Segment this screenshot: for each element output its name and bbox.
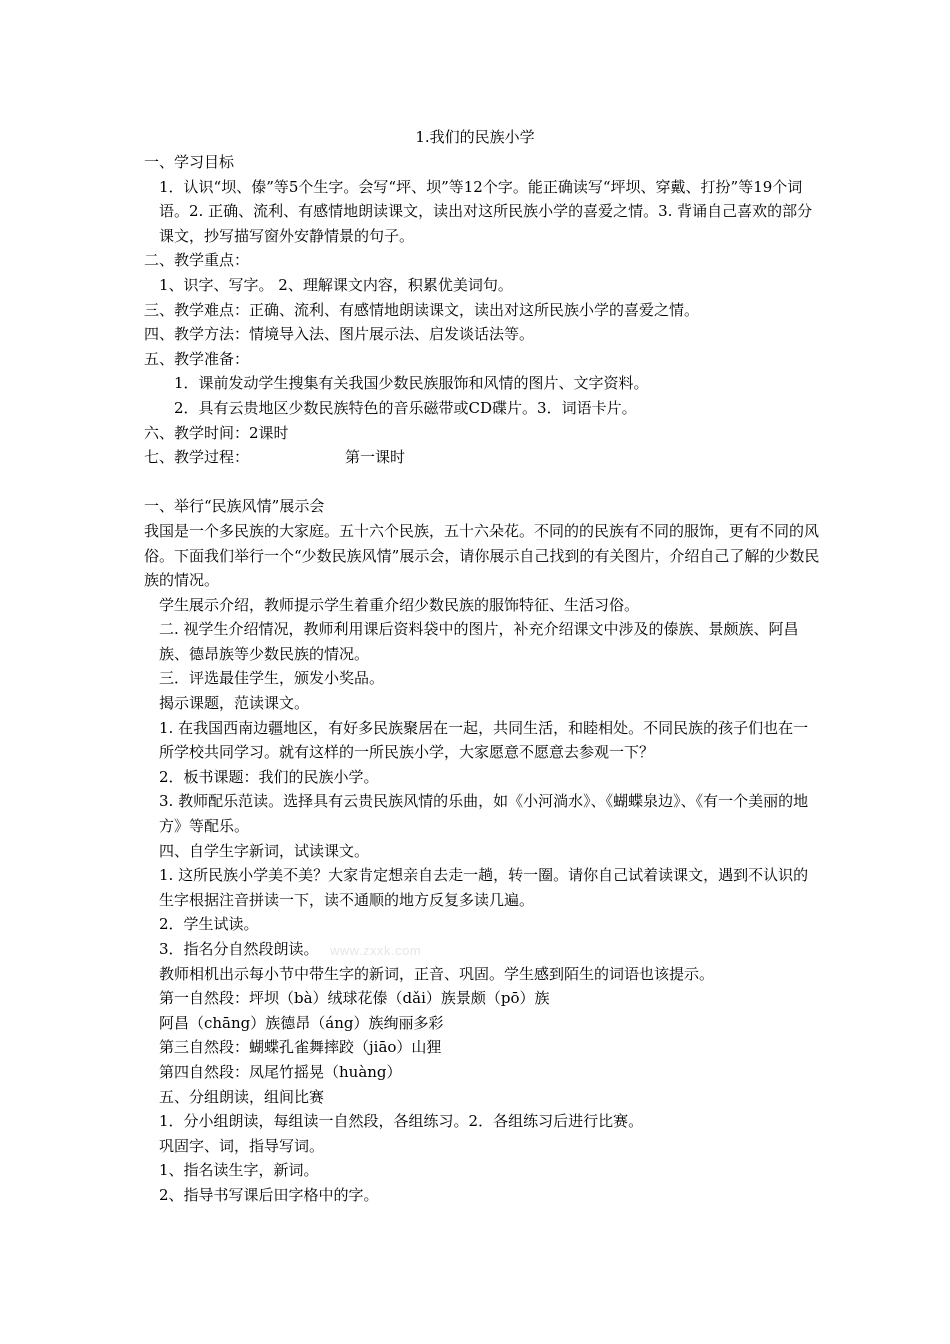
paragraph-line — [144, 839, 820, 864]
paragraph-line — [144, 716, 820, 765]
paragraph-line — [144, 150, 820, 175]
paragraph-text: 三、教学难点：正确、流利、有感情地朗读课文，读出对这所民族小学的喜爱之情。 — [144, 300, 700, 319]
document-title: 1.我们的民族小学 — [415, 128, 535, 146]
paragraph-line — [144, 765, 820, 790]
paragraph-text: 巩固字、词，指导写词。 — [159, 1136, 325, 1155]
paragraph-text: 1．认识“坝、傣”等5个生字。会写“坪、坝”等12个字。能正确读写“坪坝、穿戴、打扮”等19个词语。2. 正确、流利、有感情地朗读课文，读出对这所民族小学的喜爱之情。3. 背诵自己喜欢的部分课文，抄写描写窗外安静情景的句子。 — [159, 177, 813, 245]
paragraph-text: 三．评选最佳学生，颁发小奖品。 — [159, 669, 385, 688]
paragraph-line — [144, 691, 820, 716]
paragraph-text: 四、自学生字新词，试读课文。 — [159, 841, 370, 860]
paragraph-line — [144, 1011, 820, 1036]
paragraph-line — [144, 421, 820, 446]
paragraph-line — [144, 962, 820, 987]
paragraph-text: 第四自然段：凤尾竹摇晃（huàng） — [159, 1062, 402, 1081]
paragraph-text: 第一自然段：坪坝（bà）绒球花傣（dǎi）族景颇（pō）族 — [159, 989, 550, 1008]
paragraph-line — [144, 1060, 820, 1085]
paragraph-line — [144, 175, 820, 249]
paragraph-line — [144, 863, 820, 912]
paragraph-line — [144, 396, 820, 421]
watermark-text: www.zxxk.com — [330, 943, 422, 958]
paragraph-text: 学生展示介绍，教师提示学生着重介绍少数民族的服饰特征、生活习俗。 — [159, 595, 640, 614]
paragraph-text: 2．学生试读。 — [159, 915, 259, 934]
document-body — [144, 150, 820, 1208]
paragraph-text: 3. 教师配乐范读。选择具有云贵民族风情的乐曲，如《小河淌水》、《蝴蝶泉边》、《有一个美丽的地方》等配乐。 — [159, 792, 809, 836]
paragraph-text: 2、指导书写课后田字格中的字。 — [159, 1185, 379, 1204]
paragraph-line — [144, 322, 820, 347]
paragraph-text: 二、教学重点： — [144, 251, 250, 270]
paragraph-text: 阿昌（chāng）族德昂（áng）族绚丽多彩 — [159, 1013, 444, 1032]
paragraph-line — [144, 593, 820, 618]
paragraph-line — [144, 1158, 820, 1183]
paragraph-line — [144, 273, 820, 298]
paragraph-text: 二. 视学生介绍情况，教师利用课后资料袋中的图片，补充介绍课文中涉及的傣族、景颇族、阿昌族、德昂族等少数民族的情况。 — [159, 620, 799, 663]
paragraph-line — [144, 298, 820, 323]
paragraph-text: 1、识字、写字。 2、理解课文内容，积累优美词句。 — [159, 275, 513, 294]
paragraph-text: 揭示课题，范读课文。 — [159, 694, 310, 713]
paragraph-text: 1、指名读生字，新词。 — [159, 1161, 319, 1180]
paragraph-text: 1. 这所民族小学美不美？大家肯定想亲自去走一趟，转一圈。请你自己试着读课文，遇到不认识的生字根据注音拼读一下，读不通顺的地方反复多读几遍。 — [159, 866, 809, 909]
paragraph-line — [144, 1109, 820, 1134]
paragraph-text: 3．指名分自然段朗读。 — [159, 940, 319, 958]
paragraph-text: 1．分小组朗读，每组读一自然段，各组练习。2．各组练习后进行比赛。 — [159, 1112, 644, 1131]
paragraph-text: 1．课前发动学生搜集有关我国少数民族服饰和风情的图片、文字资料。 — [174, 374, 649, 393]
paragraph-line — [144, 371, 820, 396]
paragraph-text: 2．板书课题：我们的民族小学。 — [159, 767, 379, 786]
paragraph-text: 一、学习目标 — [144, 153, 235, 171]
paragraph-line — [144, 248, 820, 273]
paragraph-line — [144, 666, 820, 691]
paragraph-text: 六、教学时间：2课时 — [144, 423, 289, 442]
paragraph-line — [144, 937, 820, 962]
paragraph-text: 1. 在我国西南边疆地区，有好多民族聚居在一起，共同生活，和睦相处。不同民族的孩子们也在一所学校共同学习。就有这样的一所民族小学，大家愿意不愿意去参观一下？ — [159, 718, 809, 762]
paragraph-text: 教师相机出示每小节中带生字的新词，正音、巩固。学生感到陌生的词语也该提示。 — [159, 964, 715, 983]
paragraph-line — [144, 445, 820, 470]
paragraph-line — [144, 519, 820, 593]
paragraph-text: 四、教学方法：情境导入法、图片展示法、启发谈话法等。 — [144, 325, 535, 344]
paragraph-line — [144, 986, 820, 1011]
paragraph-line — [144, 1085, 820, 1110]
paragraph-line — [144, 1035, 820, 1060]
paragraph-line — [144, 494, 820, 519]
paragraph-text: 一、举行“民族风情”展示会 — [144, 497, 325, 516]
paragraph-text: 五、分组朗读，组间比赛 — [159, 1087, 325, 1106]
paragraph-text: 我国是一个多民族的大家庭。五十六个民族，五十六朵花。不同的的民族有不同的服饰，更有不同的风俗。下面我们举行一个“少数民族风情”展示会，请你展示自己找到的有关图片，介绍自己了解的少数民族的情况。 — [144, 521, 820, 590]
paragraph-text: 七、教学过程： — [144, 448, 250, 467]
paragraph-text: 2．具有云贵地区少数民族特色的音乐磁带或CD碟片。3．词语卡片。 — [174, 398, 637, 417]
paragraph-line — [144, 1183, 820, 1208]
paragraph-text: 第三自然段：蝴蝶孔雀舞摔跤（jiāo）山狸 — [159, 1038, 442, 1057]
paragraph-line — [144, 470, 820, 495]
paragraph-line — [144, 347, 820, 372]
paragraph-line — [144, 617, 820, 666]
paragraph-line — [144, 789, 820, 838]
paragraph-line — [144, 1134, 820, 1159]
paragraph-text: 五、教学准备： — [144, 349, 250, 368]
paragraph-line — [144, 912, 820, 937]
lesson-period-label: 第一课时 — [345, 448, 406, 467]
